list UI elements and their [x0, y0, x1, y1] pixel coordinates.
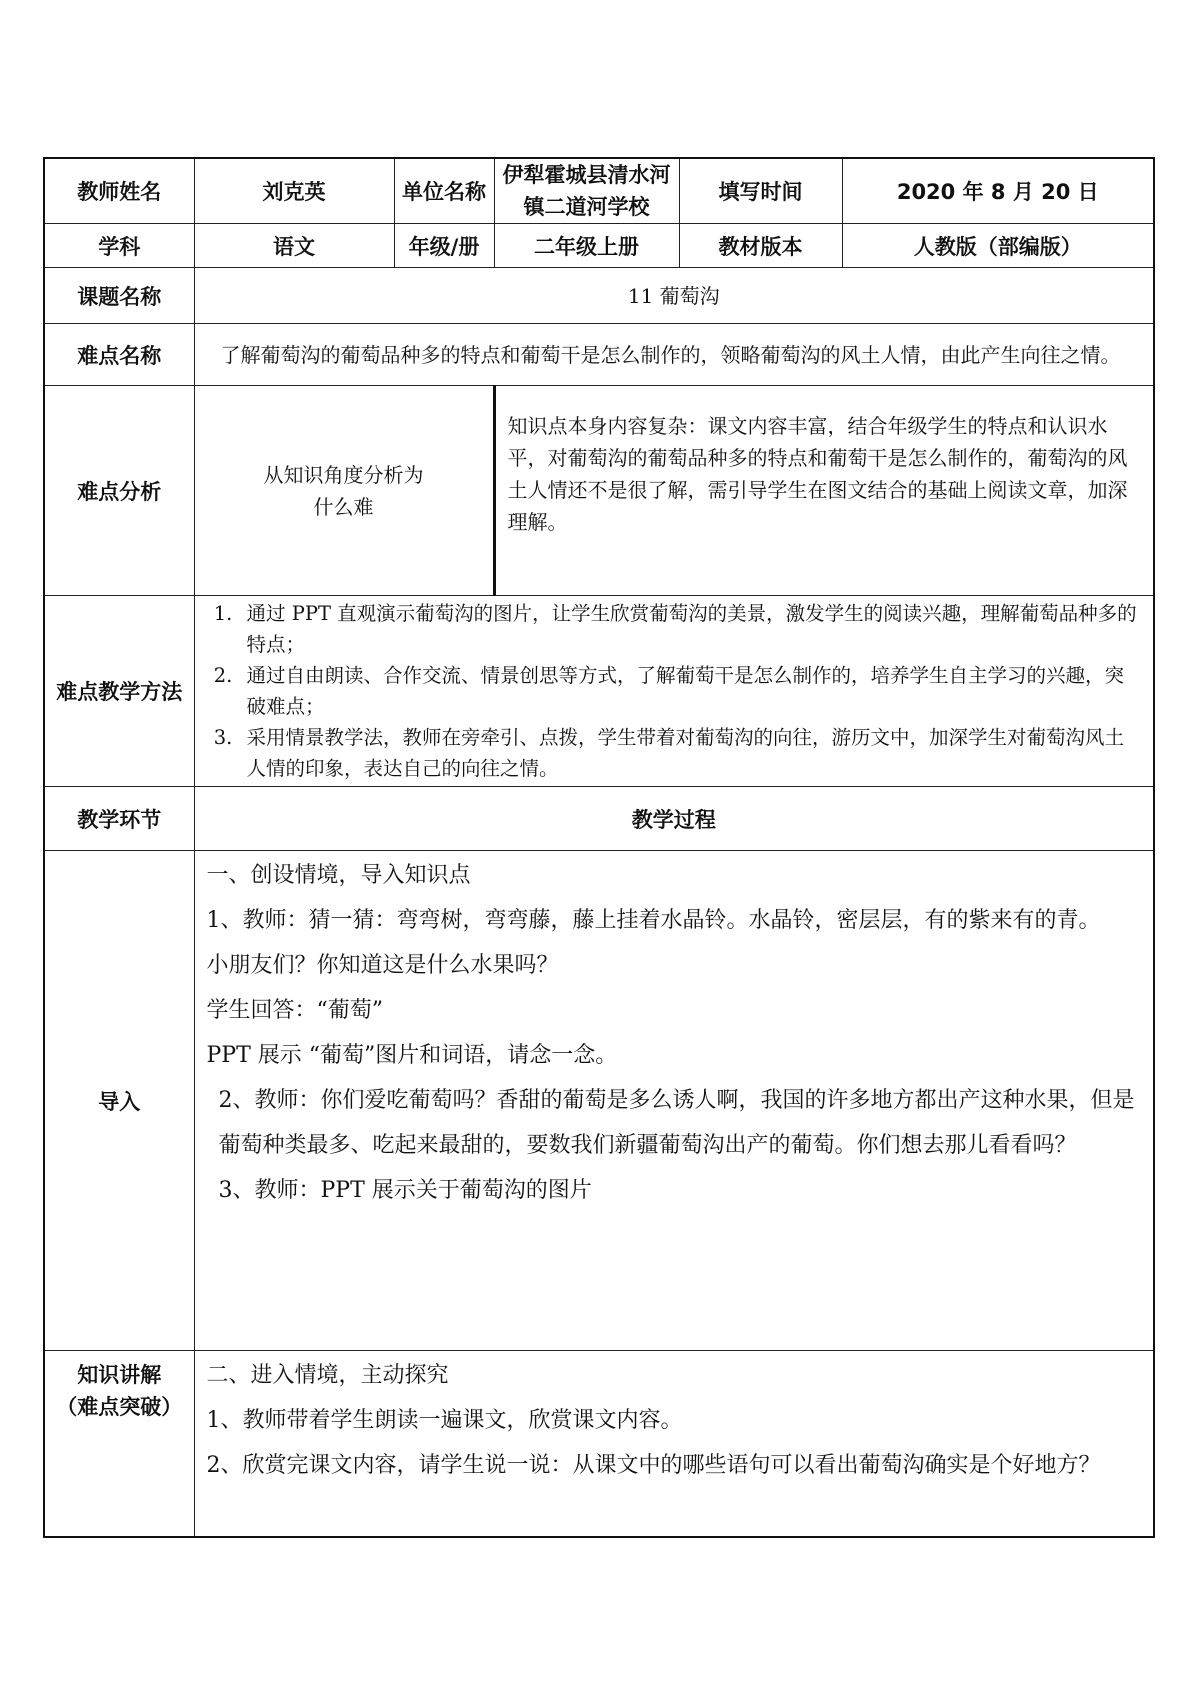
topic-label: 课题名称	[44, 268, 194, 324]
intro-line-7: 3、教师：PPT 展示关于葡萄沟的图片	[218, 1178, 592, 1203]
stage-header: 教学环节	[44, 787, 194, 851]
subject-value: 语文	[194, 224, 394, 268]
knowledge-content	[194, 1351, 1154, 1537]
knowledge-label-line2: （难点突破）	[56, 1395, 183, 1419]
unit-value	[494, 158, 679, 224]
process-header: 教学过程	[194, 787, 1154, 851]
knowledge-line-1: 二、进入情境，主动探究	[206, 1363, 449, 1388]
intro-line-5: PPT 展示 “葡萄”图片和词语，请念一念。	[206, 1043, 618, 1068]
intro-line-6: 2、教师：你们爱吃葡萄吗？香甜的葡萄是多么诱人啊，我国的许多地方都出产这种水果，但是葡萄种类最多、吃起来最甜的，要数我们新疆葡萄沟出产的葡萄。你们想去那儿看看吗？	[218, 1088, 1135, 1158]
knowledge-line-2: 1、教师带着学生朗读一遍课文，欣赏课文内容。	[206, 1408, 683, 1433]
methods-row	[44, 596, 1154, 787]
difficulty-label: 难点名称	[44, 324, 194, 386]
difficulty-value: 了解葡萄沟的葡萄品种多的特点和葡萄干是怎么制作的，领略葡萄沟的风土人情，由此产生向往之情。	[194, 324, 1154, 386]
intro-label: 导入	[44, 851, 194, 1351]
methods-list	[195, 596, 1154, 786]
process-header-row	[44, 787, 1154, 851]
edition-value: 人教版（部编版）	[842, 224, 1154, 268]
analysis-angle-line1: 从知识角度分析为	[263, 462, 424, 487]
edition-label: 教材版本	[679, 224, 842, 268]
methods-cell	[194, 596, 1154, 787]
method-item-1: 1. 通过 PPT 直观演示葡萄沟的图片，让学生欣赏葡萄沟的美景，激发学生的阅读兴趣，理解葡萄品种多的特点；	[239, 598, 1144, 660]
methods-label: 难点教学方法	[44, 596, 194, 787]
intro-line-3: 小朋友们？你知道这是什么水果吗？	[206, 953, 559, 978]
date-label: 填写时间	[679, 158, 842, 224]
difficulty-row	[44, 324, 1154, 386]
unit-label: 单位名称	[394, 158, 494, 224]
topic-value: 11 葡萄沟	[194, 268, 1154, 324]
method-item-3: 3. 采用情景教学法，教师在旁牵引、点拨，学生带着对葡萄沟的向往，游历文中，加深学生对葡萄沟风土人情的印象，表达自己的向往之情。	[239, 722, 1144, 784]
lesson-plan-table	[43, 157, 1155, 1538]
teacher-label: 教师姓名	[44, 158, 194, 224]
knowledge-label	[44, 1351, 194, 1537]
knowledge-line-3: 2、欣赏完课文内容，请学生说一说：从课文中的哪些语句可以看出葡萄沟确实是个好地方？	[206, 1453, 1101, 1478]
analysis-label: 难点分析	[44, 386, 194, 596]
teacher-value: 刘克英	[194, 158, 394, 224]
grade-label: 年级/册	[394, 224, 494, 268]
intro-row	[44, 851, 1154, 1351]
date-value: 2020 年 8 月 20 日	[842, 158, 1154, 224]
unit-value-line1: 伊犁霍城县清水河	[502, 163, 671, 187]
intro-line-2: 1、教师：猜一猜：弯弯树，弯弯藤，藤上挂着水晶铃。水晶铃，密层层，有的紫来有的青。	[206, 908, 1101, 933]
lesson-plan-sheet	[43, 157, 1153, 1538]
method-item-2: 2. 通过自由朗读、合作交流、情景创思等方式，了解葡萄干是怎么制作的，培养学生自主学习的兴趣，突破难点；	[239, 660, 1144, 722]
analysis-row	[44, 386, 1154, 596]
unit-value-line2: 镇二道河学校	[523, 195, 650, 219]
header-row-2	[44, 224, 1154, 268]
topic-row	[44, 268, 1154, 324]
analysis-text: 知识点本身内容复杂：课文内容丰富，结合年级学生的特点和认识水平，对葡萄沟的葡萄品种多的特点和葡萄干是怎么制作的，葡萄沟的风土人情还不是很了解，需引导学生在图文结合的基础上阅读文章，加深理解。	[494, 386, 1154, 596]
intro-line-1: 一、创设情境，导入知识点	[206, 863, 471, 888]
analysis-angle-line2: 什么难	[313, 494, 374, 519]
intro-content	[194, 851, 1154, 1351]
intro-line-4: 学生回答：“葡萄”	[206, 998, 383, 1023]
grade-value: 二年级上册	[494, 224, 679, 268]
header-row-1	[44, 158, 1154, 224]
knowledge-row	[44, 1351, 1154, 1537]
subject-label: 学科	[44, 224, 194, 268]
analysis-angle	[194, 386, 494, 596]
knowledge-label-line1: 知识讲解	[77, 1363, 162, 1387]
